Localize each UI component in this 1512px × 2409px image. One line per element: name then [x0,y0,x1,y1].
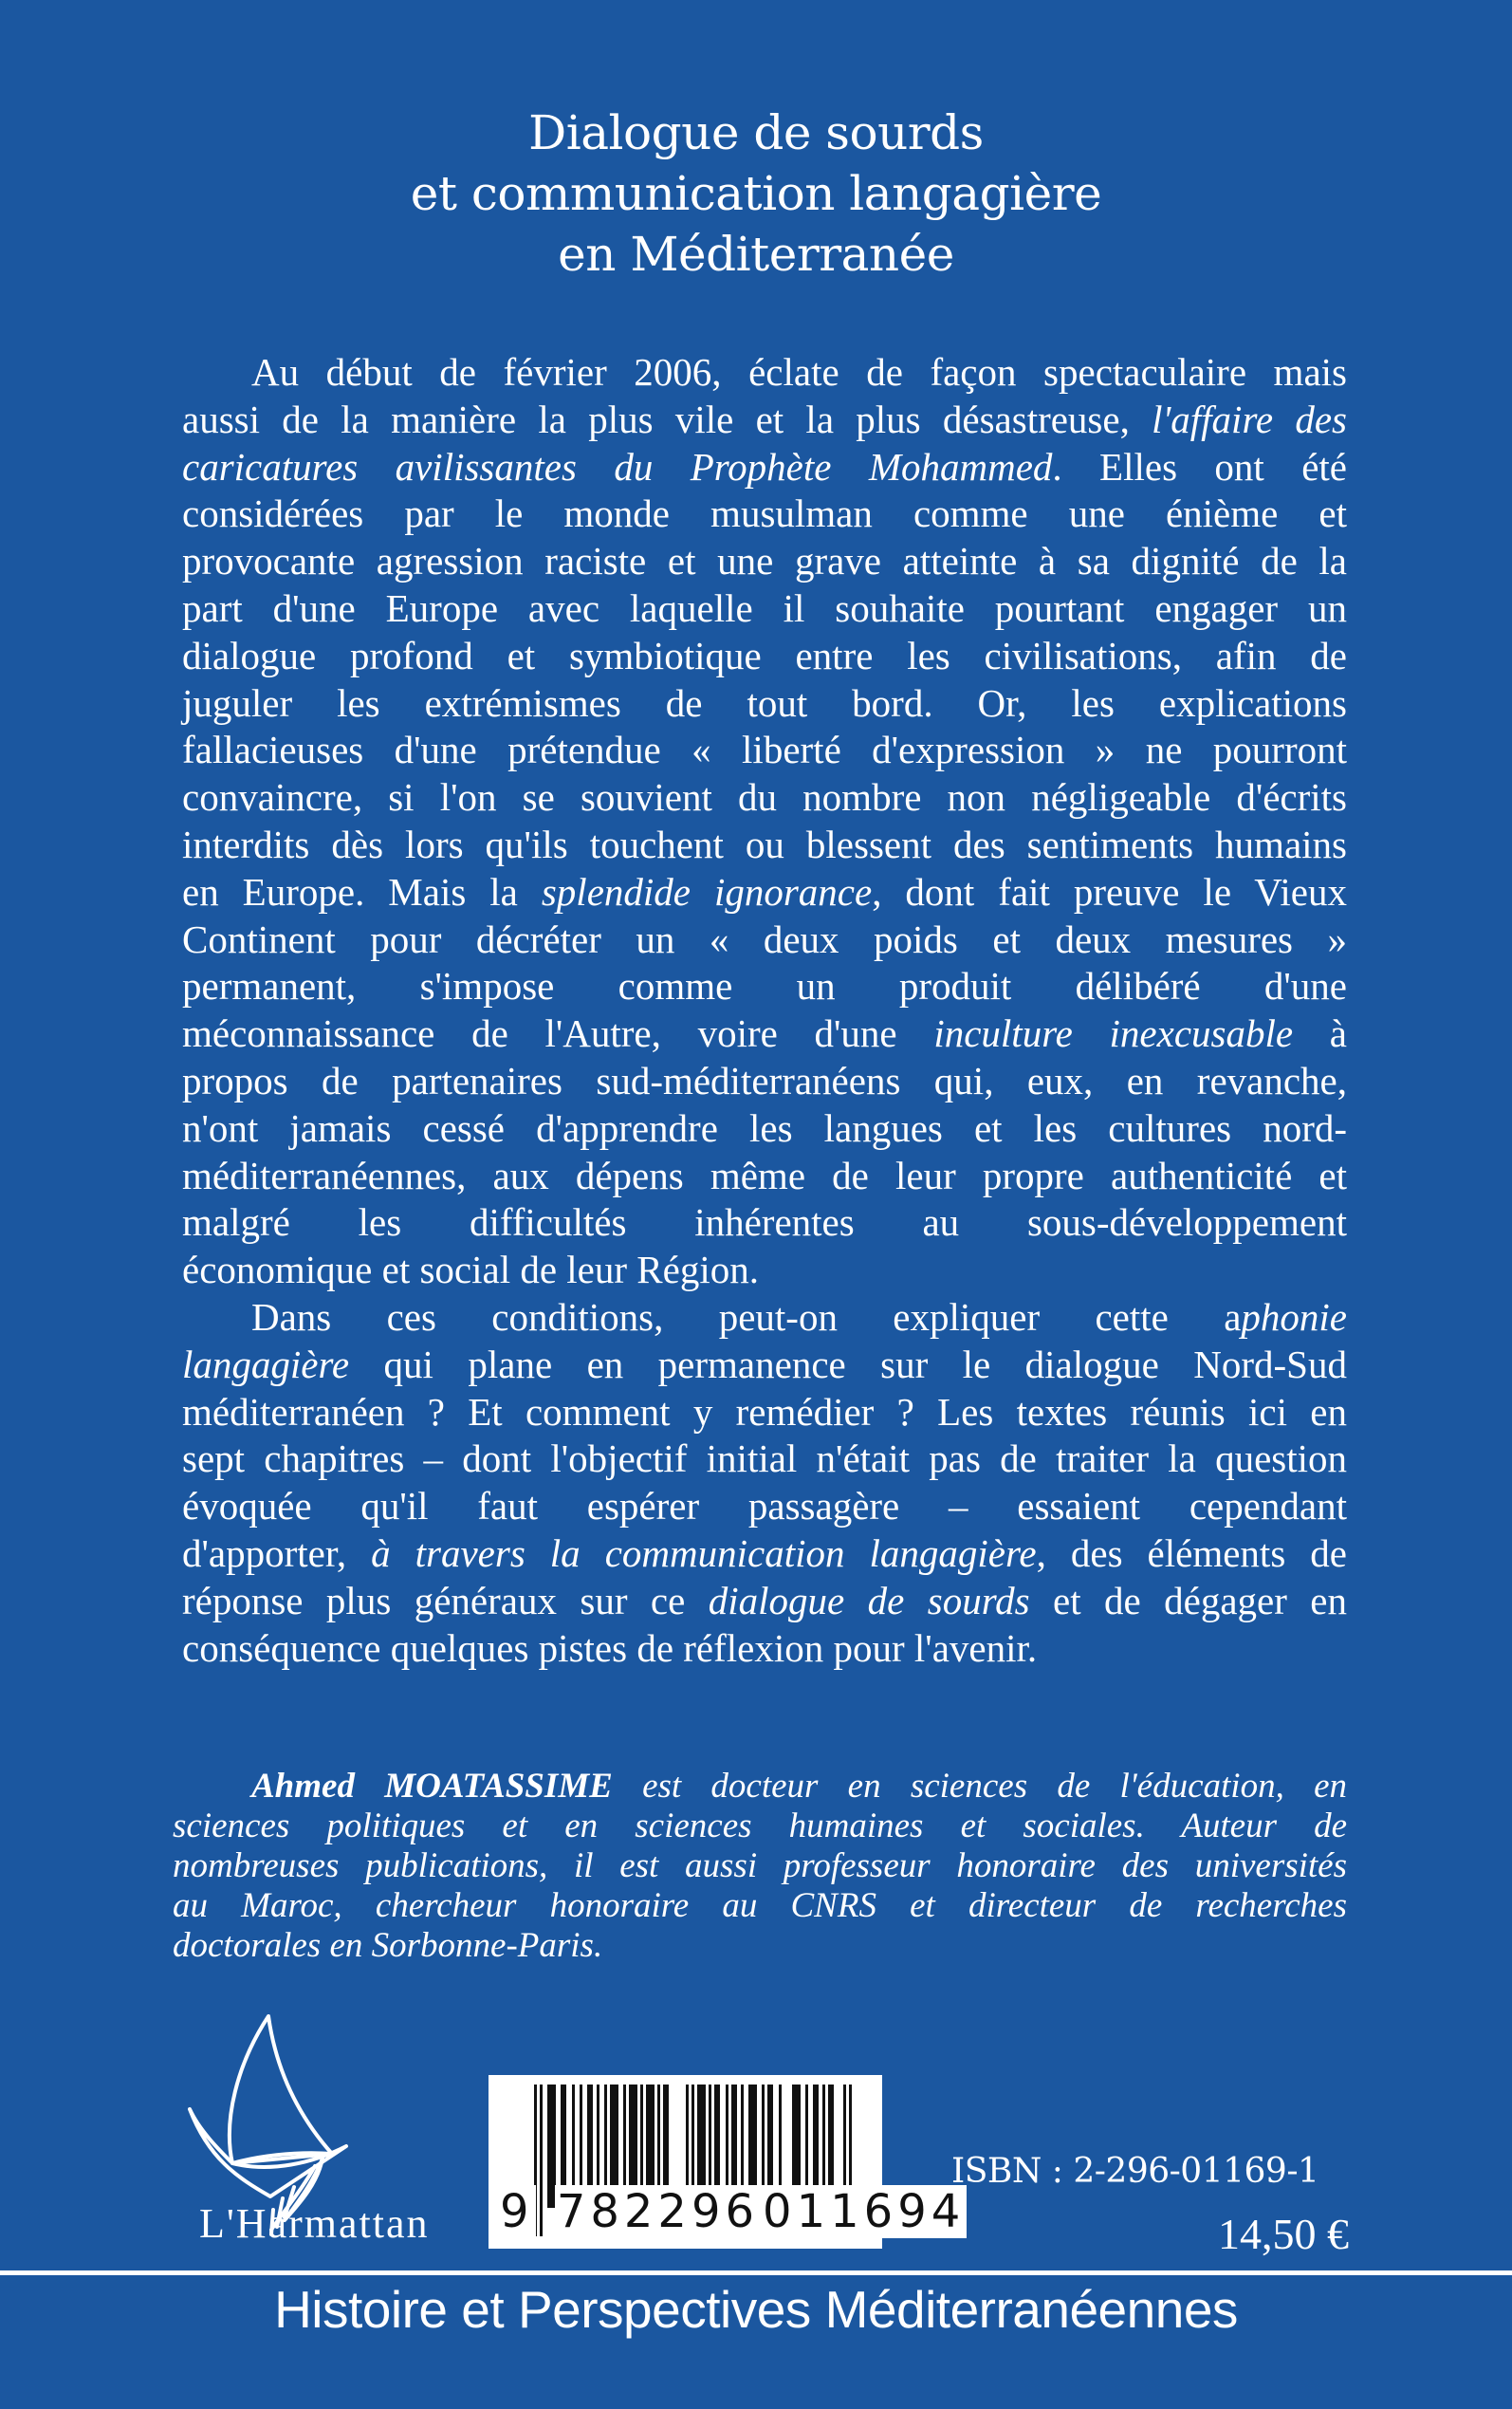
back-cover-blurb [182,349,1347,1672]
emphasis-text: phonie [1241,1294,1347,1339]
blurb-line: méditerranéennes, aux dépens même de leur propre authenticité et [182,1153,1347,1197]
blurb-line: part d'une Europe avec laquelle il souhaite pourtant engager un [182,585,1347,630]
publisher-name: L'Harmattan [199,2200,430,2247]
blurb-line: Continent pour décréter un « deux poids et deux mesures » [182,917,1347,961]
blurb-line: économique et social de leur Région. [182,1248,759,1292]
blurb-line: dialogue profond et symbiotique entre les civilisations, afin de [182,633,1347,677]
emphasis-text: inculture inexcusable [933,1011,1294,1056]
blurb-line: aussi de la manière la plus vile et la plus désastreuse, l'affaire des [182,397,1347,441]
blurb-line: méconnaissance de l'Autre, voire d'une inculture inexcusable à [182,1011,1347,1056]
emphasis-text: caricatures avilissantes du Prophète Mohammed [182,444,1053,489]
blurb-line: malgré les difficultés inhérentes au sous-développement [182,1200,1347,1245]
blurb-line: provocante agression raciste et une grave atteinte à sa dignité de la [182,539,1347,584]
blurb-line: n'ont jamais cessé d'apprendre les langues et les cultures nord- [182,1105,1347,1150]
series-title: Histoire et Perspectives Méditerranéennes [274,2280,1238,2339]
blurb-line: convaincre, si l'on se souvient du nombre non négligeable d'écrits [182,775,1347,820]
title-line-2: et communication langagière [410,166,1102,221]
barcode [489,2075,966,2249]
author-bio-line: Ahmed MOATASSIME est docteur en sciences de l'éducation, en [251,1767,1347,1806]
blurb-line: considérées par le monde musulman comme une énième et [182,491,1347,536]
emphasis-text: langagière [182,1342,350,1386]
barcode-number: 9 782296011694 [500,2185,966,2238]
emphasis-text: à travers la communication langagière [371,1530,1037,1575]
author-bio-line: doctorales en Sorbonne-Paris. [173,1926,603,1965]
blurb-line: propos de partenaires sud-méditerranéens qui, eux, en revanche, [182,1058,1347,1103]
title-line-1: Dialogue de sourds [528,105,984,160]
author-bio [173,1767,1347,1966]
blurb-line: sept chapitres – dont l'objectif initial n'était pas de traiter la question [182,1436,1347,1481]
isbn-label: ISBN : 2-296-01169-1 [951,2152,1319,2191]
emphasis-text: splendide ignorance [541,869,873,914]
author-bio-line: nombreuses publications, il est aussi professeur honoraire des universités [173,1846,1347,1885]
blurb-line: méditerranéen ? Et comment y remédier ? Les textes réunis ici en [182,1389,1347,1434]
blurb-line: en Europe. Mais la splendide ignorance, dont fait preuve le Vieux [182,869,1347,914]
author-name: Ahmed MOATASSIME [251,1767,613,1806]
blurb-line: Au début de février 2006, éclate de façon spectaculaire mais [251,350,1347,394]
blurb-paragraph-2 [182,1294,1347,1672]
blurb-line: d'apporter, à travers la communication langagière, des éléments de [182,1530,1347,1575]
author-bio-line: au Maroc, chercheur honoraire au CNRS et directeur de recherches [173,1886,1347,1925]
price-label: 14,50 € [1218,2210,1349,2258]
emphasis-text: dialogue de sourds [708,1578,1030,1622]
blurb-line: réponse plus généraux sur ce dialogue de sourds et de dégager en [182,1578,1348,1622]
title-line-3: en Méditerranée [558,227,954,282]
blurb-line: évoquée qu'il faut espérer passagère – essaient cependant [182,1484,1347,1529]
blurb-line: conséquence quelques pistes de réflexion pour l'avenir. [182,1625,1038,1670]
blurb-line: Dans ces conditions, peut-on expliquer cette aphonie [251,1294,1347,1339]
blurb-line: permanent, s'impose comme un produit délibéré d'une [182,964,1347,1009]
blurb-line: caricatures avilissantes du Prophète Mohammed. Elles ont été [182,444,1347,489]
blurb-line: interdits dès lors qu'ils touchent ou blessent des sentiments humains [182,822,1347,866]
blurb-paragraph-1 [182,349,1347,1294]
book-title [0,102,1512,285]
blurb-line: fallacieuses d'une prétendue « liberté d'expression » ne pourront [182,728,1347,772]
emphasis-text: l'affaire des [1152,397,1347,441]
blurb-line: juguler les extrémismes de tout bord. Or, les explications [182,680,1347,725]
blurb-line: langagière qui plane en permanence sur le dialogue Nord-Sud [182,1342,1347,1386]
author-bio-line: sciences politiques et en sciences humaines et sociales. Auteur de [173,1807,1347,1845]
divider-rule [0,2270,1512,2275]
